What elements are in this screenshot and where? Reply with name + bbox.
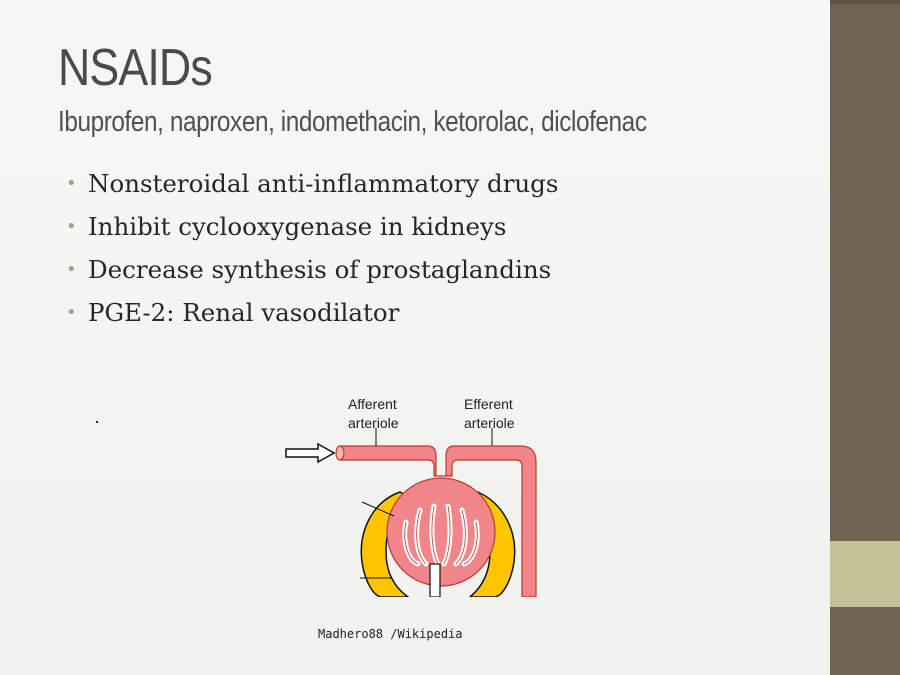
bullet-text: PGE-2: Renal vasodilator	[88, 298, 400, 327]
bullet-text: Nonsteroidal anti-inflammatory drugs	[88, 169, 559, 198]
bullet-list	[66, 162, 558, 334]
afferent-opening	[336, 446, 344, 460]
bullet-icon: •	[66, 216, 77, 237]
slide-title: NSAIDs	[58, 39, 212, 97]
slide-subtitle: Ibuprofen, naproxen, indomethacin, ketorolac, diclofenac	[58, 106, 647, 138]
bullet-icon: •	[66, 173, 77, 194]
afferent-label-line2: arteriole	[348, 415, 399, 431]
image-credit: Madhero88 /Wikipedia	[318, 627, 463, 641]
tubule-outlet	[430, 564, 440, 597]
bullet-icon: •	[66, 302, 77, 323]
bullet-text: Decrease synthesis of prostaglandins	[88, 255, 552, 284]
bullet-text: Inhibit cyclooxygenase in kidneys	[88, 212, 507, 241]
afferent-label-line1: Afferent	[348, 396, 397, 412]
glomerulus-diagram	[282, 392, 552, 597]
stray-dot	[96, 421, 98, 423]
efferent-label-line2: arteriole	[464, 415, 515, 431]
bullet-item	[66, 291, 558, 334]
efferent-label-line1: Efferent	[464, 396, 513, 412]
sidebar-band	[830, 541, 900, 607]
bullet-item	[66, 205, 558, 248]
arrow-icon	[286, 444, 334, 462]
bullet-icon: •	[66, 259, 77, 280]
bullet-item	[66, 248, 558, 291]
sidebar-top-edge	[830, 0, 900, 4]
bullet-item	[66, 162, 558, 205]
